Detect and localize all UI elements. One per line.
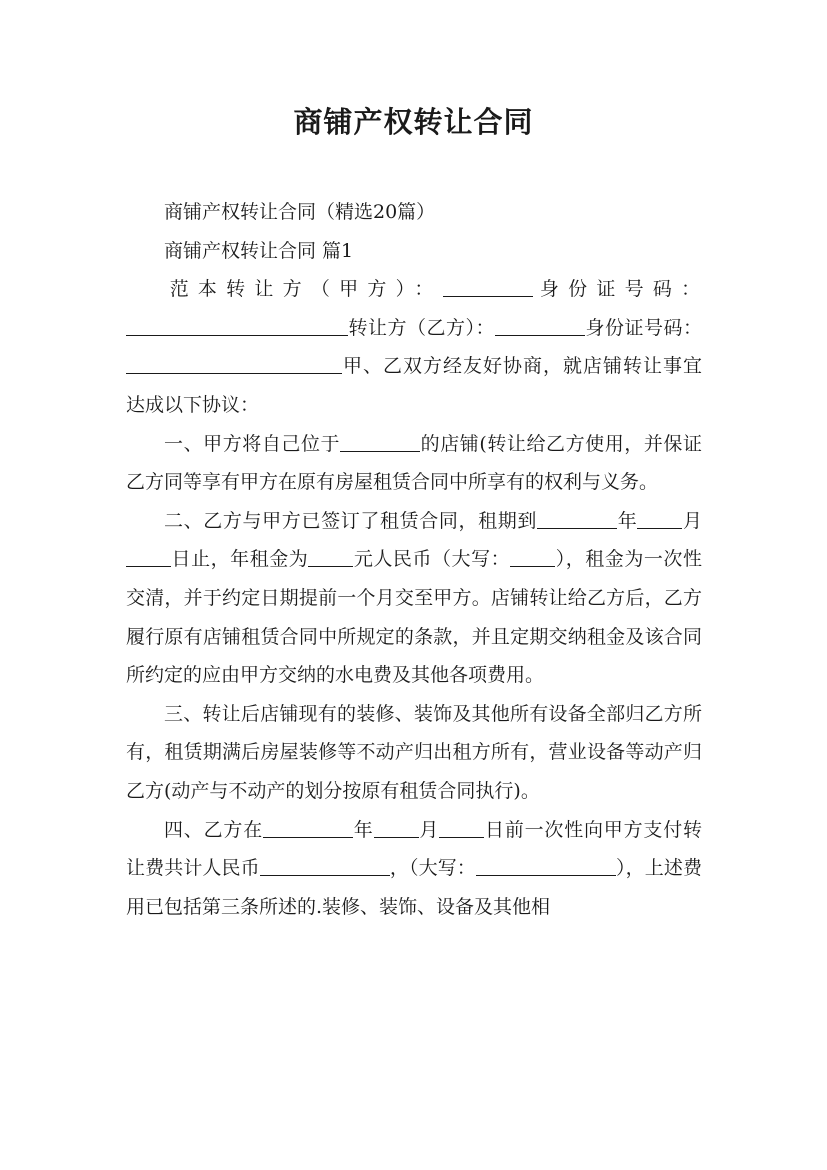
paragraph-1 bbox=[126, 425, 702, 502]
subtitle: 商铺产权转让合同（精选20篇） bbox=[164, 201, 436, 223]
p4-text-6: ），上述费用已包括第三条所述的.装修、装饰、设备及其他相 bbox=[126, 857, 702, 918]
paragraph-2 bbox=[126, 502, 702, 695]
blank-shop-location bbox=[340, 432, 420, 452]
blank-rent-uppercase bbox=[510, 547, 555, 567]
part-heading: 商铺产权转让合同 篇1 bbox=[164, 239, 354, 262]
p2-text-4: 日止，年租金为 bbox=[171, 548, 309, 571]
p2-text-6: ），租金为一次性交清，并于约定日期提前一个月交至甲方。店铺转让给乙方后，乙方履行原有店铺租赁合同中所规定的条款，并且定期交纳租金及该合同所约定的应由甲方交纳的水电费及其他各项费用。 bbox=[126, 548, 702, 687]
blank-payment-day bbox=[439, 818, 484, 838]
p4-text-2: 年 bbox=[353, 818, 374, 841]
part-heading-line bbox=[126, 232, 702, 271]
p4-text-5: ，（大写： bbox=[389, 857, 476, 880]
document-title: 商铺产权转让合同 bbox=[293, 105, 534, 139]
p2-text-1: 二、乙方与甲方已签订了租赁合同，租期到 bbox=[164, 509, 538, 532]
p4-text-4: 日前一次性向甲方支付转让费共计人民币 bbox=[126, 818, 702, 880]
p4-text-3: 月 bbox=[418, 818, 440, 841]
paragraph-3 bbox=[126, 695, 702, 811]
intro-text-1: 范本转让方（甲方）： bbox=[169, 278, 443, 301]
subtitle-line bbox=[126, 193, 702, 232]
intro-text-5: 甲、乙双方经友好协商，就店铺转让事宜达成以下协议： bbox=[126, 355, 702, 416]
blank-party-a-id bbox=[126, 316, 348, 336]
paragraph-4 bbox=[126, 811, 702, 927]
p1-text-1: 一、甲方将自己位于 bbox=[164, 432, 341, 455]
blank-lease-year bbox=[537, 509, 617, 529]
p4-text-1: 四、乙方在 bbox=[164, 818, 263, 841]
blank-party-b-id bbox=[126, 354, 342, 374]
intro-text-2: 身份证号码： bbox=[532, 278, 702, 301]
blank-lease-month bbox=[637, 509, 682, 529]
blank-fee-uppercase bbox=[476, 856, 616, 876]
blank-payment-year bbox=[263, 818, 353, 838]
blank-party-a-name bbox=[443, 277, 533, 297]
blank-lease-day bbox=[126, 547, 171, 567]
blank-party-b-name bbox=[495, 316, 585, 336]
intro-text-3: 转让方（乙方）： bbox=[348, 316, 495, 339]
blank-annual-rent bbox=[308, 547, 353, 567]
blank-transfer-fee bbox=[260, 856, 390, 876]
p2-text-5: 元人民币（大写： bbox=[353, 548, 511, 571]
p1-text-2: 的店铺(转让给乙方使用，并保证乙方同等享有甲方在原有房屋租赁合同中所享有的权利与义务。 bbox=[126, 432, 702, 494]
p2-text-3: 月 bbox=[682, 509, 702, 532]
paragraph-intro bbox=[126, 270, 702, 424]
p2-text-2: 年 bbox=[617, 509, 638, 532]
p3-text: 三、转让后店铺现有的装修、装饰及其他所有设备全部归乙方所有，租赁期满后房屋装修等不动产归出租方所有，营业设备等动产归乙方(动产与不动产的划分按原有租赁合同执行)。 bbox=[126, 702, 702, 802]
blank-payment-month bbox=[374, 818, 419, 838]
document-body bbox=[126, 193, 702, 926]
intro-text-4: 身份证号码： bbox=[584, 316, 702, 339]
